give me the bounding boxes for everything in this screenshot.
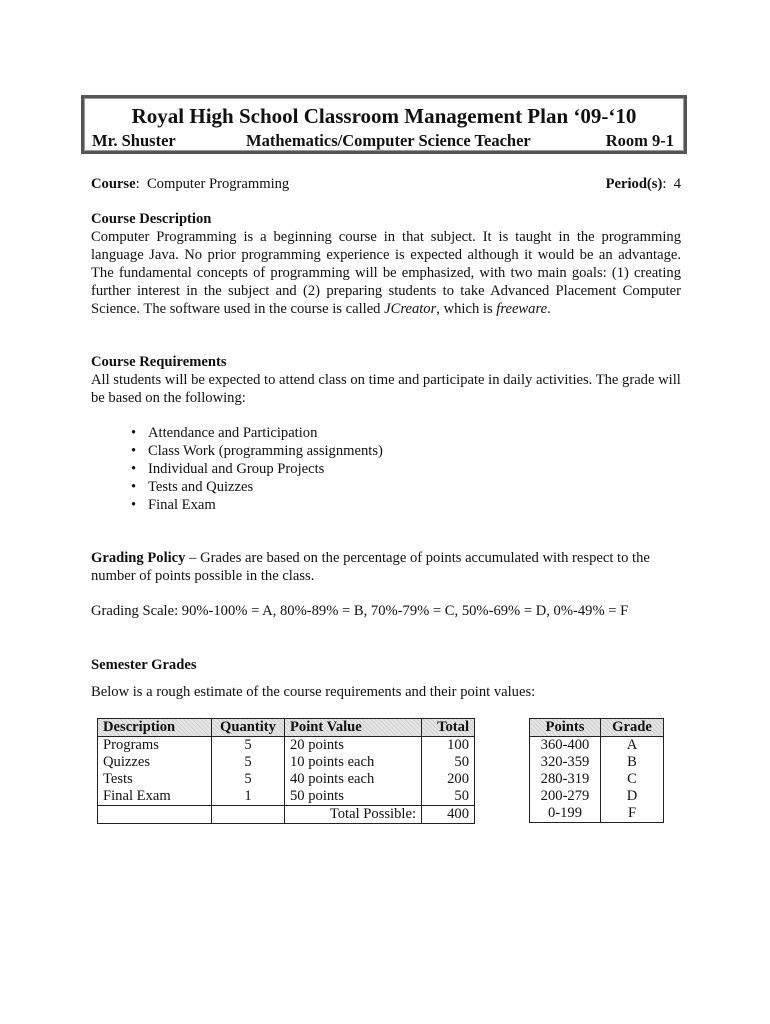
period-value: 4 bbox=[673, 176, 681, 192]
description-heading: Course Description bbox=[91, 211, 212, 227]
total-possible-label: Total Possible: bbox=[285, 806, 422, 824]
table-row bbox=[98, 788, 475, 806]
cell-description: Programs bbox=[98, 737, 212, 755]
list-item: • Final Exam bbox=[131, 496, 383, 514]
cell-description: Tests bbox=[98, 771, 212, 788]
points-table bbox=[97, 718, 475, 824]
cell-point-value: 20 points bbox=[285, 737, 422, 755]
requirements-list bbox=[131, 424, 383, 514]
table-header-row bbox=[98, 719, 475, 737]
grading-heading: Grading Policy bbox=[91, 550, 186, 566]
page-title: Royal High School Classroom Management Plan ‘09-‘10 bbox=[131, 104, 637, 128]
cell-description: Quizzes bbox=[98, 754, 212, 771]
cell-points: 280-319 bbox=[530, 771, 601, 788]
cell-description: Final Exam bbox=[98, 788, 212, 806]
cell-total: 200 bbox=[422, 771, 475, 788]
grade-table bbox=[529, 718, 664, 823]
cell-point-value: 50 points bbox=[285, 788, 422, 806]
course-line: Course: Computer Programming Period(s): 4 bbox=[91, 176, 681, 192]
cell-grade: A bbox=[601, 737, 664, 755]
cell-total: 50 bbox=[422, 754, 475, 771]
cell-quantity: 1 bbox=[212, 788, 285, 806]
semester-heading: Semester Grades bbox=[91, 657, 197, 673]
room-number: Room 9-1 bbox=[605, 131, 674, 150]
description-end: . bbox=[547, 301, 551, 317]
period-info: Period(s): 4 bbox=[605, 176, 681, 192]
table-row bbox=[530, 754, 664, 771]
table-row bbox=[530, 737, 664, 755]
list-item: • Individual and Group Projects bbox=[131, 460, 383, 478]
description-text bbox=[91, 228, 681, 318]
software-name: JCreator bbox=[384, 301, 437, 317]
cell-empty bbox=[212, 806, 285, 824]
teacher-name: Mr. Shuster bbox=[92, 131, 176, 150]
cell-point-value: 40 points each bbox=[285, 771, 422, 788]
course-label: Course bbox=[91, 176, 136, 192]
col-total: Total bbox=[422, 719, 475, 737]
col-grade: Grade bbox=[601, 719, 664, 737]
col-points: Points bbox=[530, 719, 601, 737]
grading-scale: Grading Scale: 90%-100% = A, 80%-89% = B, 70%-79% = C, 50%-69% = D, 0%-49% = F bbox=[91, 603, 629, 619]
list-item: • Tests and Quizzes bbox=[131, 478, 383, 496]
requirements-heading: Course Requirements bbox=[91, 354, 227, 370]
header-box bbox=[81, 95, 687, 154]
license-type: freeware bbox=[496, 301, 548, 317]
total-possible-value: 400 bbox=[422, 806, 475, 824]
course-requirements bbox=[91, 353, 681, 407]
cell-grade: B bbox=[601, 754, 664, 771]
cell-grade: D bbox=[601, 788, 664, 805]
course-value: Computer Programming bbox=[146, 176, 290, 192]
cell-points: 360-400 bbox=[530, 737, 601, 755]
table-total-row bbox=[98, 806, 475, 824]
col-quantity: Quantity bbox=[212, 719, 285, 737]
grading-text: – Grades are based on the percentage of points accumulated with respect to the number of points possible in the class. bbox=[91, 550, 650, 584]
cell-total: 50 bbox=[422, 788, 475, 806]
cell-quantity: 5 bbox=[212, 771, 285, 788]
table-row bbox=[98, 754, 475, 771]
description-body: Computer Programming is a beginning course in that subject. It is taught in the programming language Java. No prior programming experience is expected although it would be an advantage. The fundamental concepts of programming will be emphasized, with two main goals: (1) creating further interest in the subject and (2) preparing students to take Advanced Placement Computer Science. The software used in the course is called bbox=[91, 229, 681, 317]
cell-points: 320-359 bbox=[530, 754, 601, 771]
table-row bbox=[530, 805, 664, 823]
cell-quantity: 5 bbox=[212, 754, 285, 771]
description-mid: , which is bbox=[436, 301, 497, 317]
cell-empty bbox=[98, 806, 212, 824]
period-label: Period(s) bbox=[605, 176, 663, 192]
teacher-role: Mathematics/Computer Science Teacher bbox=[246, 131, 531, 150]
table-row bbox=[98, 737, 475, 755]
list-item: • Class Work (programming assignments) bbox=[131, 442, 383, 460]
cell-points: 200-279 bbox=[530, 788, 601, 805]
header-info-row bbox=[92, 131, 676, 151]
cell-quantity: 5 bbox=[212, 737, 285, 755]
course-description bbox=[91, 210, 681, 318]
grading-policy bbox=[91, 549, 681, 585]
requirements-text: All students will be expected to attend class on time and participate in daily activities. The grade will be based on the following: bbox=[91, 372, 681, 406]
list-item: • Attendance and Participation bbox=[131, 424, 383, 442]
cell-point-value: 10 points each bbox=[285, 754, 422, 771]
table-header-row bbox=[530, 719, 664, 737]
cell-grade: C bbox=[601, 771, 664, 788]
table-row bbox=[530, 771, 664, 788]
semester-intro: Below is a rough estimate of the course requirements and their point values: bbox=[91, 684, 536, 700]
cell-grade: F bbox=[601, 805, 664, 823]
table-row bbox=[98, 771, 475, 788]
col-point-value: Point Value bbox=[285, 719, 422, 737]
cell-total: 100 bbox=[422, 737, 475, 755]
col-description: Description bbox=[98, 719, 212, 737]
table-row bbox=[530, 788, 664, 805]
cell-points: 0-199 bbox=[530, 805, 601, 823]
